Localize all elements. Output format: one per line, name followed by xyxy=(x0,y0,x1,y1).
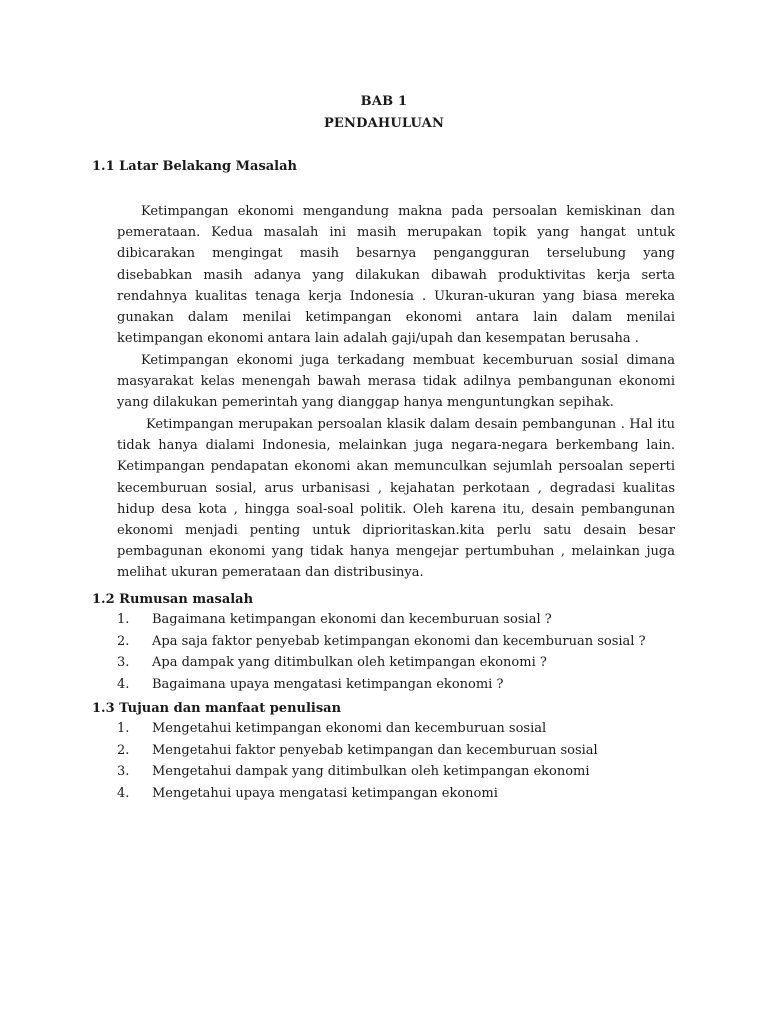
list-item-text: Mengetahui dampak yang ditimbulkan oleh ketimpangan ekonomi xyxy=(152,764,590,780)
list-item-text: Bagaimana upaya mengatasi ketimpangan ekonomi ? xyxy=(152,676,504,692)
list-item-number: 4. xyxy=(117,785,130,801)
list-item-number: 4. xyxy=(117,676,130,692)
list-item-text: Apa dampak yang ditimbulkan oleh ketimpangan ekonomi ? xyxy=(152,655,547,671)
section-heading-rumusan-masalah: 1.2 Rumusan masalah xyxy=(92,592,254,607)
list-item-number: 3. xyxy=(117,655,130,671)
list-item-number: 1. xyxy=(117,612,130,627)
list-item-text: Mengetahui upaya mengatasi ketimpangan ekonomi xyxy=(152,785,498,801)
list-item-text: Bagaimana ketimpangan ekonomi dan kecemburuan sosial ? xyxy=(152,612,552,627)
list-item-number: 3. xyxy=(117,764,130,780)
list-item-number: 2. xyxy=(117,633,130,649)
paragraph-2: Ketimpangan ekonomi juga terkadang membuat kecemburuan sosial dimana masyarakat kelas menengah bawah merasa tidak adilnya pembangunan ekonomi yang dilakukan pemerintah yang dianggap hanya menguntungkan sepihak. xyxy=(117,353,675,411)
list-item-text: Mengetahui ketimpangan ekonomi dan kecemburuan sosial xyxy=(152,721,547,736)
paragraph-3: Ketimpangan merupakan persoalan klasik dalam desain pembangunan . Hal itu tidak hanya dialami Indonesia, melainkan juga negara-negara berkembang lain. Ketimpangan pendapatan ekonomi akan memunculkan sejumlah persoalan seperti kecemburuan sosial, arus urbanisasi , kejahatan perkotaan , degradasi kualitas hidup desa kota , hingga soal-soal politik. Oleh karena itu, desain pembangunan ekonomi menjadi penting untuk diprioritaskan.kita perlu satu desain besar pembagunan ekonomi yang tidak hanya mengejar pertumbuhan , melainkan juga melihat ukuran pemerataan dan distribusinya. xyxy=(117,417,675,581)
section-heading-latar-belakang: 1.1 Latar Belakang Masalah xyxy=(92,159,297,174)
list-item-number: 2. xyxy=(117,742,130,758)
list-item-text: Mengetahui faktor penyebab ketimpangan dan kecemburuan sosial xyxy=(152,742,598,758)
section-heading-tujuan-manfaat: 1.3 Tujuan dan manfaat penulisan xyxy=(92,701,342,716)
list-item-text: Apa saja faktor penyebab ketimpangan ekonomi dan kecemburuan sosial ? xyxy=(152,633,646,649)
list-item-number: 1. xyxy=(117,721,130,736)
chapter-number: BAB 1 xyxy=(360,94,408,109)
paragraph-1: Ketimpangan ekonomi mengandung makna pada persoalan kemiskinan dan pemerataan. Kedua masalah ini masih merupakan topik yang hangat untuk dibicarakan mengingat masih besarnya pengangguran terselubung yang disebabkan masih adanya yang dilakukan dibawah produktivitas kerja serta rendahnya kualitas tenaga kerja Indonesia . Ukuran-ukuran yang biasa mereka gunakan dalam menilai ketimpangan ekonomi antara lain dalam menilai ketimpangan ekonomi antara lain adalah gaji/upah dan kesempatan berusaha . xyxy=(117,204,675,347)
chapter-title: PENDAHULUAN xyxy=(323,116,445,131)
